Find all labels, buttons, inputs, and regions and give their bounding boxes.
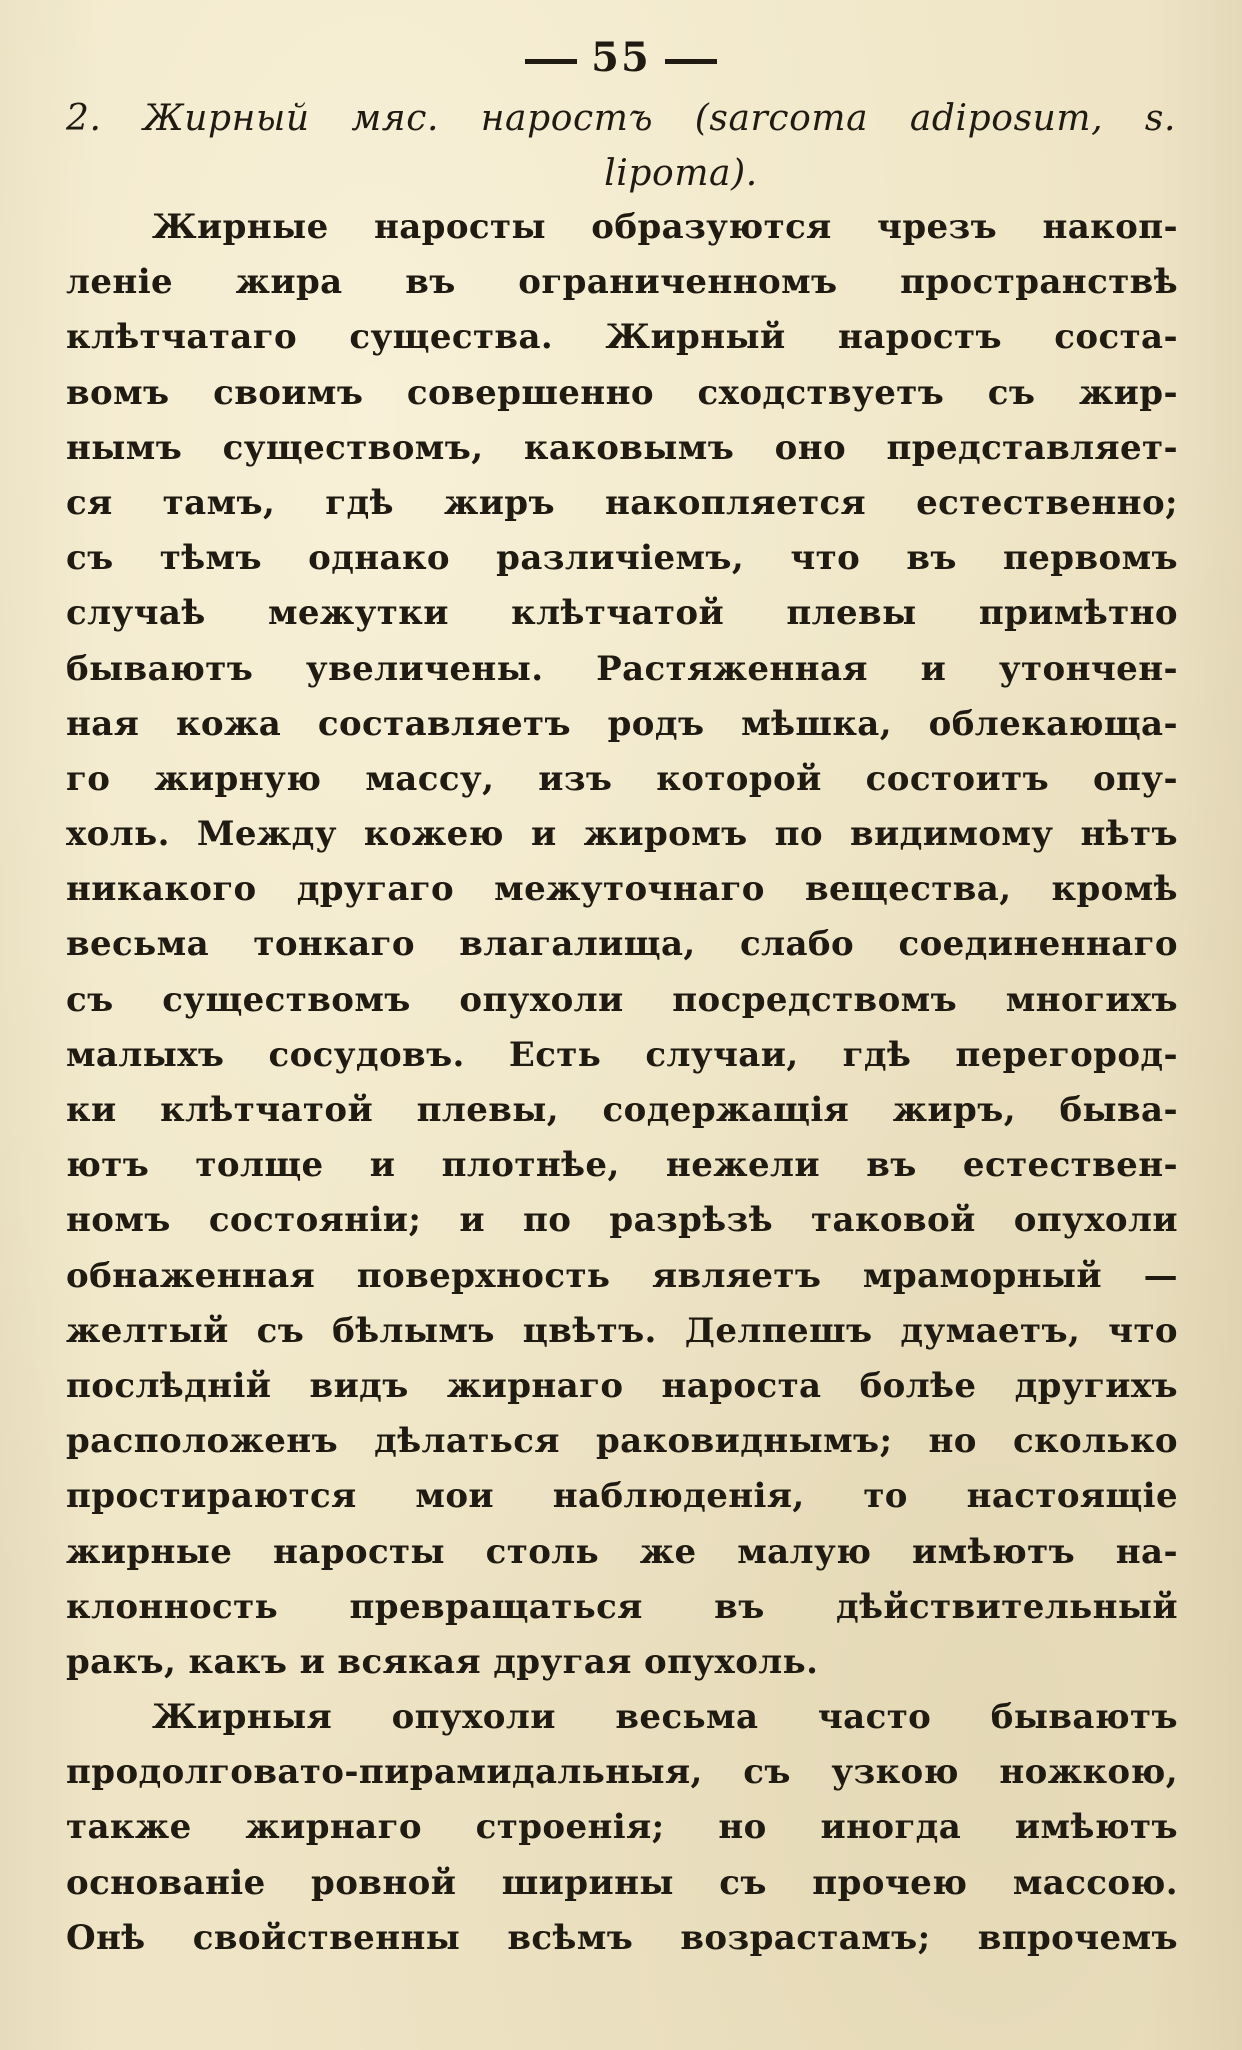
text-line: леніе жира въ ограниченномъ пространствѣ [66,262,1178,303]
text-line: Жирныя опухоли весьма часто бываютъ [152,1697,1178,1738]
text-line: холь. Между кожею и жиромъ по видимому нѣтъ [66,814,1178,855]
text-line: ная кожа составляетъ родъ мѣшка, облекающа- [66,703,1178,744]
text-line: бываютъ увеличены. Растяженная и утончен- [66,648,1178,689]
text-line: послѣдній видъ жирнаго нароста болѣе другихъ [66,1365,1178,1406]
text-line: ся тамъ, гдѣ жиръ накопляется естественно; [66,482,1178,523]
section-heading-line-2: lipoma). [604,153,758,195]
text-line: клонность превращаться въ дѣйствительный [66,1586,1178,1627]
text-line: Жирные наросты образуются чрезъ накоп- [152,207,1178,247]
text-line: ки клѣтчатой плевы, содержащія жиръ, быва- [66,1090,1178,1130]
text-line: желтый съ бѣлымъ цвѣтъ. Делпешъ думаетъ, что [66,1310,1178,1351]
text-line: обнаженная поверхность являетъ мраморный — [66,1255,1178,1296]
text-line: клѣтчатаго существа. Жирный наростъ соста- [66,317,1178,358]
text-line: нымъ существомъ, каковымъ оно представляет- [66,427,1178,468]
text-line: съ тѣмъ однако различіемъ, что въ первомъ [66,538,1178,579]
text-line: ракъ, какъ и всякая другая опухоль. [66,1641,819,1682]
text-line: также жирнаго строенія; но иногда имѣютъ [66,1807,1178,1848]
text-line: Онѣ свойственны всѣмъ возрастамъ; впрочемъ [66,1917,1178,1958]
text-line: простираются мои наблюденія, то настоящіе [66,1476,1178,1517]
text-line: номъ состояніи; и по разрѣзѣ таковой опухоли [66,1200,1178,1241]
text-line: продолговато-пирамидальныя, съ узкою ножкою, [66,1752,1178,1793]
body-text [66,200,1178,1966]
page-number-left-dash [525,59,577,64]
text-line: ютъ толще и плотнѣе, нежели въ естествен- [66,1145,1178,1186]
text-line: го жирную массу, изъ которой состоитъ опу- [66,758,1178,799]
text-line: основаніе ровной ширины съ прочею массою. [66,1862,1178,1903]
text-line: съ существомъ опухоли посредствомъ многихъ [66,979,1178,1020]
text-line: никакого другаго межуточнаго вещества, кромѣ [66,869,1178,910]
text-line: весьма тонкаго влагалища, слабо соединеннаго [66,924,1178,965]
page-number-value: 55 [591,34,651,81]
text-line: расположенъ дѣлаться раковиднымъ; но сколько [66,1421,1178,1462]
page-number [0,34,1242,81]
text-line: жирные наросты столь же малую имѣютъ на- [66,1531,1178,1572]
text-line: малыхъ сосудовъ. Есть случаи, гдѣ перегород- [66,1034,1178,1075]
section-heading-line-1: 2. Жирный мяс. наростъ (sarcoma adiposum, s. [66,98,1176,139]
page-number-right-dash [665,59,717,64]
section-heading [66,92,1176,201]
text-line: вомъ своимъ совершенно сходствуетъ съ жир- [66,372,1178,413]
text-line: случаѣ межутки клѣтчатой плевы примѣтно [66,593,1178,634]
